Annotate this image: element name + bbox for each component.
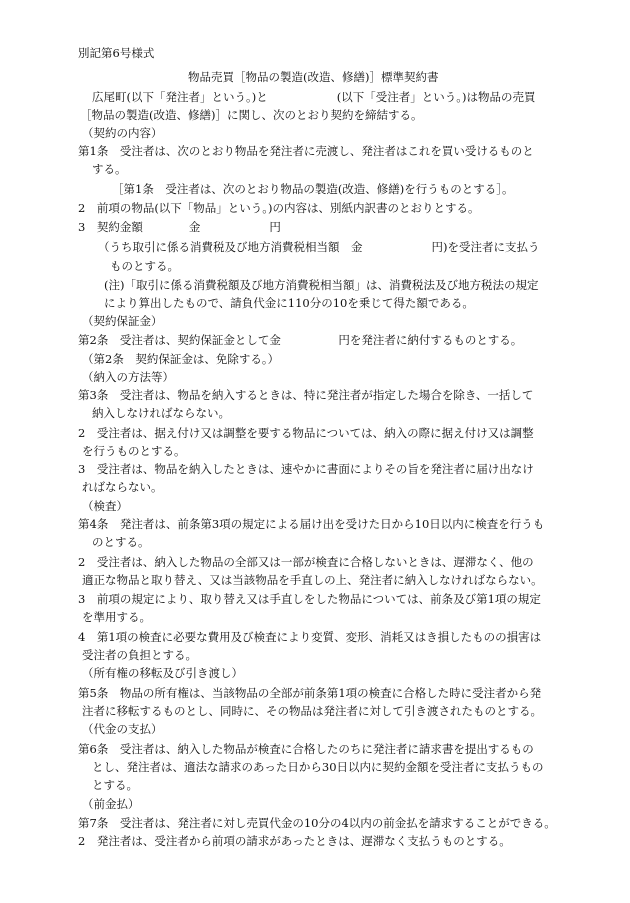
- article-line: 第3条 受注者は、物品を納入するときは、特に発注者が指定した場合を除き、一括して: [78, 388, 534, 402]
- article-line: 2 発注者は、受注者から前項の請求があったときは、遅滞なく支払うものとする。: [78, 834, 511, 848]
- article-line: 3 契約金額 金 円: [78, 220, 281, 234]
- intro-line: 広尾町(以下「発注者」という。)と (以下「受注者」という。)は物品の売買: [92, 90, 536, 104]
- note-line: (注)「取引に係る消費税額及び地方消費税相当額」は、消費税法及び地方税法の規定: [104, 278, 539, 292]
- section-heading: （前金払）: [82, 797, 140, 811]
- article-line: を準用する。: [82, 610, 151, 624]
- article-line: ［第1条 受注者は、次のとおり物品の製造(改造、修繕)を行うものとする］。: [112, 182, 514, 196]
- section-heading: （検査）: [82, 499, 128, 513]
- article-line: ものとする。: [110, 259, 179, 273]
- section-heading: （納入の方法等）: [82, 370, 174, 384]
- article-line: 3 受注者は、物品を納入したときは、速やかに書面によりその旨を発注者に届け出なけ: [78, 462, 534, 476]
- section-heading: （契約の内容）: [82, 126, 163, 140]
- section-heading: （代金の支払）: [82, 722, 163, 736]
- article-line: （第2条 契約保証金は、免除する。）: [82, 352, 280, 366]
- article-line: 第5条 物品の所有権は、当該物品の全部が前条第1項の検査に合格した時に受注者から発: [78, 686, 542, 700]
- article-line: 2 前項の物品(以下「物品」という。)の内容は、別紙内訳書のとおりとする。: [78, 201, 480, 215]
- article-line: 適正な物品と取り替え、又は当該物品を手直しの上、発注者に納入しなければならない。: [82, 573, 543, 587]
- article-line: 第7条 受注者は、発注者に対し売買代金の10分の4以内の前金払を請求することができる。: [78, 816, 556, 830]
- article-line: （うち取引に係る消費税及び地方消費税相当額 金 円)を受注者に支払う: [98, 240, 540, 254]
- article-line: する。: [92, 162, 127, 176]
- article-line: 2 受注者は、据え付け又は調整を要する物品については、納入の際に据え付け又は調整: [78, 426, 534, 440]
- form-label: 別記第6号様式: [78, 46, 155, 60]
- article-line: 第4条 発注者は、前条第3項の規定による届け出を受けた日から10日以内に検査を行うも: [78, 517, 545, 531]
- article-line: 4 第1項の検査に必要な費用及び検査により変質、変形、消耗又はき損したものの損害は: [78, 630, 542, 644]
- article-line: とし、発注者は、適法な請求のあった日から30日以内に契約金額を受注者に支払うもの: [92, 760, 544, 774]
- section-heading: （契約保証金）: [82, 314, 163, 328]
- article-line: 第1条 受注者は、次のとおり物品を発注者に売渡し、発注者はこれを買い受けるものと: [78, 144, 534, 158]
- article-line: のとする。: [92, 535, 150, 549]
- article-line: 受注者の負担とする。: [82, 648, 197, 662]
- intro-line: ［物品の製造(改造、修繕)］に関し、次のとおり契約を締結する。: [80, 108, 423, 122]
- document-title: 物品売買［物品の製造(改造、修繕)］標準契約書: [188, 70, 439, 84]
- article-line: 第6条 受注者は、納入した物品が検査に合格したのちに発注者に請求書を提出するもの: [78, 742, 534, 756]
- article-line: 第2条 受注者は、契約保証金として金 円を発注者に納付するものとする。: [78, 333, 523, 347]
- article-line: 2 受注者は、納入した物品の全部又は一部が検査に合格しないときは、遅滞なく、他の: [78, 555, 534, 569]
- article-line: 納入しなければならない。: [92, 406, 230, 420]
- article-line: 3 前項の規定により、取り替え又は手直しをした物品については、前条及び第1項の規定: [78, 592, 541, 606]
- section-heading: （所有権の移転及び引き渡し）: [82, 666, 243, 680]
- article-line: 注者に移転するものとし、同時に、その物品は発注者に対して引き渡されたものとする。: [82, 704, 542, 718]
- article-line: とする。: [92, 778, 138, 792]
- article-line: ればならない。: [82, 480, 163, 494]
- note-line: により算出したもので、請負代金に110分の10を乗じて得た額である。: [104, 296, 474, 310]
- article-line: を行うものとする。: [82, 444, 186, 458]
